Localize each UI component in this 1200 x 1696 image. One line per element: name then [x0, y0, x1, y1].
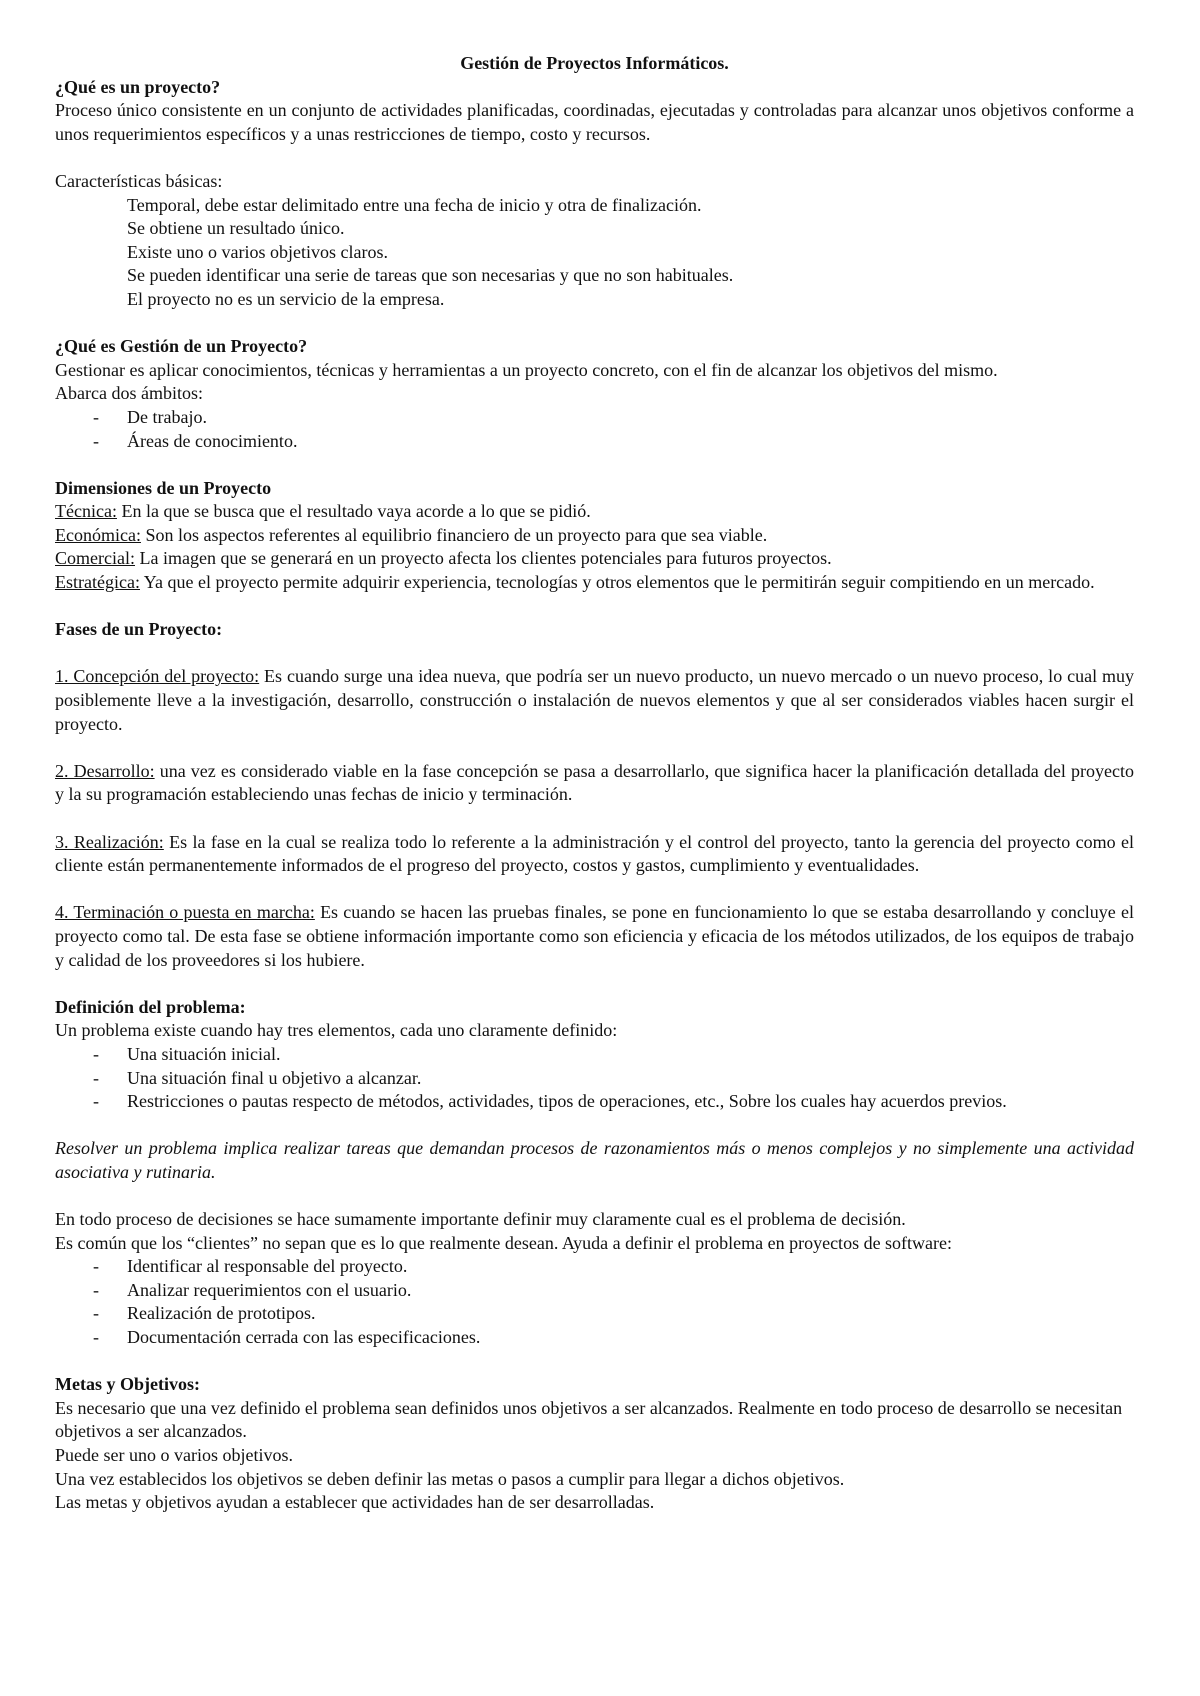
paragraph: Es necesario que una vez definido el problema sean definidos unos objetivos a ser alcanzados. Realmente en todo proceso de desarrollo se necesitan objetivos a ser alcanzados.: [55, 1397, 1123, 1442]
section-heading-gestion: ¿Qué es Gestión de un Proyecto?: [55, 336, 308, 357]
paragraph: Un problema existe cuando hay tres elementos, cada uno claramente definido:: [55, 1020, 618, 1041]
list-item: Temporal, debe estar delimitado entre una fecha de inicio y otra de finalización.: [127, 194, 702, 215]
features-label: Características básicas:: [55, 170, 223, 191]
section-heading-proyecto: ¿Qué es un proyecto?: [55, 76, 221, 97]
list-item: - Áreas de conocimiento.: [55, 430, 1134, 454]
list-item: - Una situación inicial.: [55, 1043, 1134, 1067]
term: 2. Desarrollo:: [55, 760, 155, 781]
section-heading-fases: Fases de un Proyecto:: [55, 619, 223, 640]
scope-label: Abarca dos ámbitos:: [55, 383, 203, 404]
paragraph: Puede ser uno o varios objetivos.: [55, 1445, 293, 1466]
helps-list: [55, 1255, 1134, 1349]
dimension-item: Estratégica: Ya que el proyecto permite adquirir experiencia, tecnologías y otros elementos que le permitirán seguir compitiendo en un mercado.: [55, 572, 1095, 593]
section-heading-dimensiones: Dimensiones de un Proyecto: [55, 477, 272, 498]
italic-quote: Resolver un problema implica realizar tareas que demandan procesos de razonamientos más o menos complejos y no simplemente una actividad asociativa y rutinaria.: [55, 1138, 1134, 1182]
phase-paragraph: 2. Desarrollo: una vez es considerado viable en la fase concepción se pasa a desarrollarlo, que significa hacer la planificación detallada del proyecto y la su programación estableciendo unas fechas de inicio y terminación.: [55, 760, 1134, 805]
dimension-item: Económica: Son los aspectos referentes al equilibrio financiero de un proyecto para que sea viable.: [55, 524, 768, 545]
list-item: - Restricciones o pautas respecto de métodos, actividades, tipos de operaciones, etc., Sobre los cuales hay acuerdos previos.: [55, 1090, 1134, 1114]
features-list: [55, 194, 1134, 312]
term: Técnica:: [55, 501, 117, 522]
paragraph: Proceso único consistente en un conjunto de actividades planificadas, coordinadas, ejecutadas y controladas para alcanzar unos objetivos conforme a unos requerimientos específicos y a unas restricciones de tiempo, costo y recursos.: [55, 100, 1134, 144]
phase-paragraph: 4. Terminación o puesta en marcha: Es cuando se hacen las pruebas finales, se pone en funcionamiento lo que se estaba desarrollando y concluye el proyecto como tal. De esta fase se obtiene información importante como son eficiencia y eficacia de los métodos utilizados, de los equipos de trabajo y calidad de los proveedores si los hubiere.: [55, 902, 1134, 970]
paragraph: Es común que los “clientes” no sepan que es lo que realmente desean. Ayuda a definir el problema en proyectos de software:: [55, 1232, 953, 1253]
list-item: - Una situación final u objetivo a alcanzar.: [55, 1067, 1134, 1091]
scope-list: [55, 406, 1134, 453]
paragraph: Gestionar es aplicar conocimientos, técnicas y herramientas a un proyecto concreto, con el fin de alcanzar los objetivos del mismo.: [55, 359, 998, 380]
term: Estratégica:: [55, 572, 140, 593]
list-item: - Analizar requerimientos con el usuario.: [55, 1279, 1134, 1303]
phase-paragraph: 3. Realización: Es la fase en la cual se realiza todo lo referente a la administración y el control del proyecto, tanto la gerencia del proyecto como el cliente están permanentemente informados de el progreso del proyecto, costos y gastos, cumplimiento y eventualidades.: [55, 831, 1134, 876]
term: Económica:: [55, 524, 141, 545]
term: 1. Concepción del proyecto:: [55, 666, 260, 687]
list-item: Se obtiene un resultado único.: [127, 218, 345, 239]
list-item: - De trabajo.: [55, 406, 1134, 430]
paragraph: Las metas y objetivos ayudan a establecer que actividades han de ser desarrolladas.: [55, 1492, 655, 1513]
document-title: Gestión de Proyectos Informáticos.: [460, 53, 729, 73]
paragraph: En todo proceso de decisiones se hace sumamente importante definir muy claramente cual es el problema de decisión.: [55, 1209, 906, 1230]
elements-list: [55, 1043, 1134, 1114]
list-item: Se pueden identificar una serie de tareas que son necesarias y que no son habituales.: [127, 265, 734, 286]
section-heading-problema: Definición del problema:: [55, 996, 246, 1017]
list-item: Existe uno o varios objetivos claros.: [127, 241, 388, 262]
dimension-item: Comercial: La imagen que se generará en un proyecto afecta los clientes potenciales para futuros proyectos.: [55, 548, 832, 569]
section-heading-metas: Metas y Objetivos:: [55, 1374, 200, 1395]
list-item: - Realización de prototipos.: [55, 1302, 1134, 1326]
list-item: - Documentación cerrada con las especificaciones.: [55, 1326, 1134, 1350]
list-item: - Identificar al responsable del proyecto.: [55, 1255, 1134, 1279]
paragraph: Una vez establecidos los objetivos se deben definir las metas o pasos a cumplir para llegar a dichos objetivos.: [55, 1468, 845, 1489]
term: 4. Terminación o puesta en marcha:: [55, 902, 315, 923]
dimension-item: Técnica: En la que se busca que el resultado vaya acorde a lo que se pidió.: [55, 501, 591, 522]
phase-paragraph: 1. Concepción del proyecto: Es cuando surge una idea nueva, que podría ser un nuevo producto, un nuevo mercado o un nuevo proceso, lo cual muy posiblemente lleve a la investigación, desarrollo, construcción o instalación de nuevos elementos y que al ser considerados viables hacen surgir el proyecto.: [55, 666, 1134, 734]
term: Comercial:: [55, 548, 135, 569]
list-item: El proyecto no es un servicio de la empresa.: [127, 288, 445, 309]
term: 3. Realización:: [55, 831, 164, 852]
